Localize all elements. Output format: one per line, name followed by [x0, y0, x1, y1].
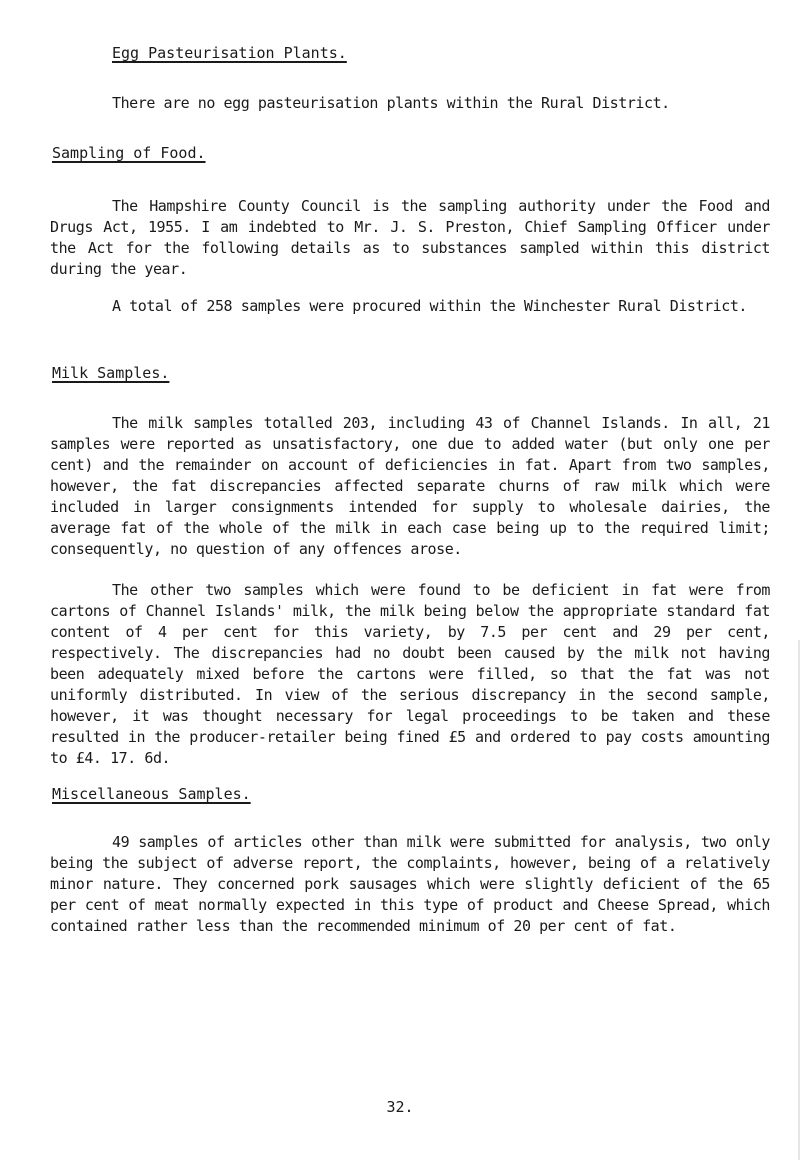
paragraph-milk-cartons: The other two samples which were found to be deficient in fat were from cartons of Channel Islands' milk, the milk being below the appropriate standard fat content of 4 per cent for this variety, by 7.5 per cent and 29 per cent, respectively. The discrepancies had no doubt been caused by the milk not having been adequately mixed before the cartons were filled, so that the fat was not uniformly distributed. In view of the serious discrepancy in the second sample, however, it was thought necessary for legal proceedings to be taken and these resulted in the producer-retailer being fined £5 and ordered to pay costs amounting to £4. 17. 6d. [50, 581, 770, 767]
heading-egg-pasteurisation: Egg Pasteurisation Plants. [112, 44, 347, 62]
paragraph-sample-total: A total of 258 samples were procured within the Winchester Rural District. [112, 297, 747, 315]
page-number: 32. [386, 1098, 414, 1116]
heading-miscellaneous-samples: Miscellaneous Samples. [52, 785, 251, 803]
paragraph-egg-pasteurisation: There are no egg pasteurisation plants within the Rural District. [112, 94, 670, 112]
heading-sampling-of-food: Sampling of Food. [52, 144, 206, 162]
paragraph-milk-summary: The milk samples totalled 203, including 43 of Channel Islands. In all, 21 samples were reported as unsatisfactory, one due to added water (but only one per cent) and the remainder on account of deficiencies in fat. Apart from two samples, however, the fat discrepancies affected separate churns of raw milk which were included in larger consignments intended for supply to wholesale dairies, the average fat of the whole of the milk in each case being up to the required limit; consequently, no question of any offences arose. [50, 414, 770, 558]
paragraph-sampling-authority: The Hampshire County Council is the sampling authority under the Food and Drugs Act, 1955. I am indebted to Mr. J. S. Preston, Chief Sampling Officer under the Act for the following details as to substances sampled within this district during the year. [50, 197, 770, 278]
heading-milk-samples: Milk Samples. [52, 364, 170, 382]
paragraph-miscellaneous-samples: 49 samples of articles other than milk were submitted for analysis, two only being the subject of adverse report, the complaints, however, being of a relatively minor nature. They concerned pork sausages which were slightly deficient of the 65 per cent of meat normally expected in this type of product and Cheese Spread, which contained rather less than the recommended minimum of 20 per cent of fat. [50, 833, 770, 935]
